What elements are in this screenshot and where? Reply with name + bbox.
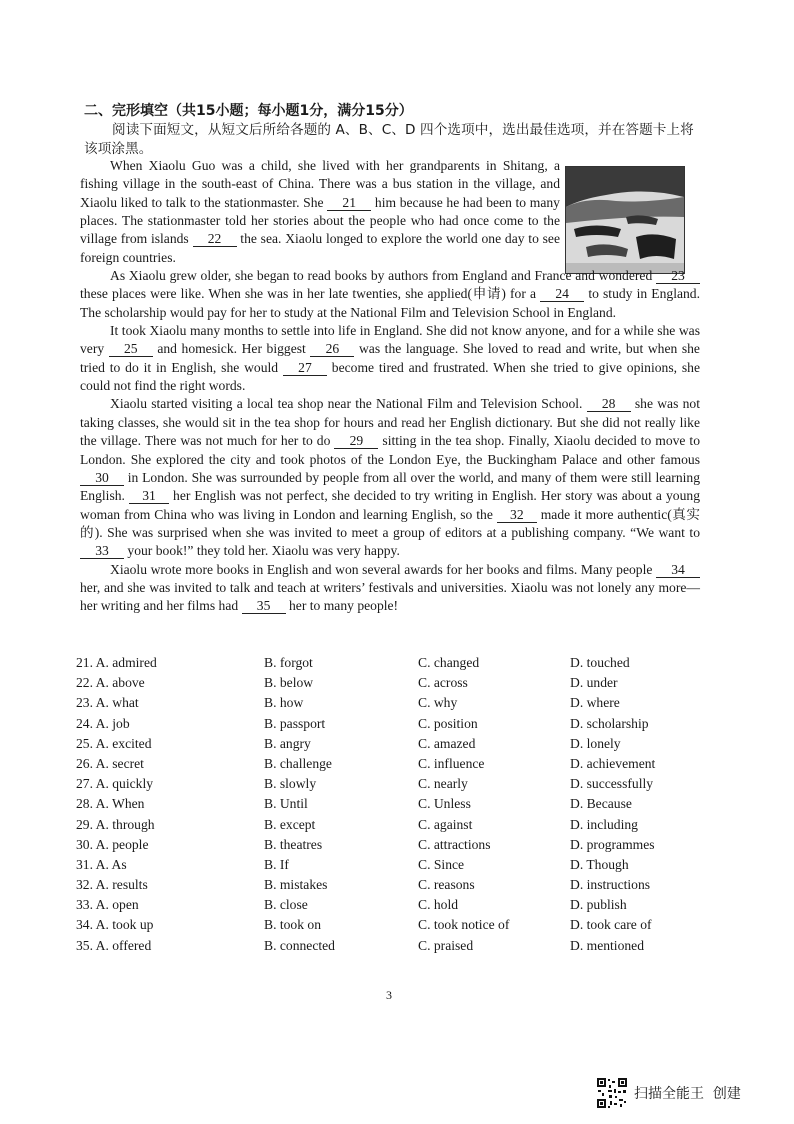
option-row <box>76 776 716 796</box>
option-c[interactable]: C. praised <box>418 937 474 953</box>
option-row <box>76 655 716 675</box>
blank-35[interactable]: 35 <box>242 599 286 614</box>
option-d[interactable]: D. under <box>570 675 618 691</box>
section-heading: 二、完形填空（共15小题；每小题1分，满分15分） <box>84 103 413 119</box>
option-d[interactable]: D. Because <box>570 796 632 812</box>
cloze-passage <box>80 157 700 616</box>
blank-34[interactable]: 34 <box>656 563 700 578</box>
option-a[interactable]: 21. A. admired <box>76 655 157 670</box>
blank-24[interactable]: 24 <box>540 287 584 302</box>
option-b[interactable]: B. below <box>264 675 314 691</box>
section-instruction: 阅读下面短文，从短文后所给各题的 A、B、C、D 四个选项中，选出最佳选项，并在答题卡上将该项涂黑。 <box>84 122 694 157</box>
option-c[interactable]: C. amazed <box>418 735 476 751</box>
option-a[interactable]: 29. A. through <box>76 816 155 832</box>
paragraph-2: As Xiaolu grew older, she began to read books by authors from England and France and wondered 23 these places were like. When she was in her late twenties, she applied(申请) for a 24 to study in England. The scholarship would pay for her to study at the National Film and Television School in England. <box>80 268 700 320</box>
option-d[interactable]: D. achievement <box>570 755 656 771</box>
option-d[interactable]: D. publish <box>570 897 627 913</box>
option-a[interactable]: 31. A. As <box>76 856 127 872</box>
option-row <box>76 917 716 937</box>
option-b[interactable]: B. close <box>264 897 308 913</box>
option-b[interactable]: B. mistakes <box>264 877 328 893</box>
option-c[interactable]: C. position <box>418 715 478 731</box>
option-d[interactable]: D. successfully <box>570 776 654 792</box>
scanner-footer <box>596 1077 741 1109</box>
option-c[interactable]: C. Unless <box>418 796 471 812</box>
option-d[interactable]: D. mentioned <box>570 937 644 953</box>
page-number: 3 <box>386 988 392 1002</box>
option-row <box>76 675 716 695</box>
option-row <box>76 736 716 756</box>
option-d[interactable]: D. Though <box>570 856 629 872</box>
option-a[interactable]: 32. A. results <box>76 877 148 893</box>
option-a[interactable]: 30. A. people <box>76 836 149 852</box>
paragraph-1: When Xiaolu Guo was a child, she lived with her grandparents in Shitang, a fishing village in the south-east of China. There was a bus station in the village, and Xiaolu liked to talk to the stationmaster. She 21 him because he had been to many places. The stationmaster told her stories about the people who had once come to the village from islands 22 the sea. Xiaolu longed to explore the world one day to see foreign countries. <box>80 158 560 265</box>
option-d[interactable]: D. where <box>570 695 620 711</box>
option-row <box>76 817 716 837</box>
blank-26[interactable]: 26 <box>310 342 354 357</box>
option-a[interactable]: 35. A. offered <box>76 937 152 953</box>
blank-29[interactable]: 29 <box>334 434 378 449</box>
qr-code-icon <box>596 1077 628 1109</box>
option-d[interactable]: D. instructions <box>570 877 651 893</box>
blank-22[interactable]: 22 <box>193 232 237 247</box>
option-c[interactable]: C. against <box>418 816 473 832</box>
option-b[interactable]: B. except <box>264 816 316 832</box>
option-a[interactable]: 33. A. open <box>76 897 139 913</box>
blank-23[interactable]: 23 <box>656 269 700 284</box>
option-row <box>76 897 716 917</box>
footer-text: 扫描全能王 创建 <box>634 1086 741 1102</box>
option-row <box>76 837 716 857</box>
option-d[interactable]: D. scholarship <box>570 715 649 731</box>
option-c[interactable]: C. took notice of <box>418 917 510 933</box>
paragraph-3: It took Xiaolu many months to settle into life in England. She did not know anyone, and for a while she was very 25 and homesick. Her biggest 26 was the language. She loved to read and write, but when she tried to do it in English, she would 27 become tired and frustrated. When she tried to give opinions, she could not find the right words. <box>80 323 700 394</box>
option-c[interactable]: C. nearly <box>418 776 468 792</box>
option-b[interactable]: B. passport <box>264 715 326 731</box>
blank-33[interactable]: 33 <box>80 544 124 559</box>
paragraph-4: Xiaolu started visiting a local tea shop near the National Film and Television School. 28 she was not taking classes, she would sit in the tea shop for hours and read her English dictionary. But she did not really like the village. There was not much for her to do 29 sitting in the tea shop. Finally, Xiaolu decided to move to London. She explored the city and took photos of the London Eye, the Buckingham Palace and other famous 30 in London. She was surrounded by people from all over the world, and many of them were still learning English. 31 her English was not perfect, she decided to try writing in English. Her story was about a young woman from China who was living in London and learning English, so the 32 made it more authentic(真实的). She was surprised when she was invited to meet a group of editors at a publishing company. “We want to 33 your book!” they told her. Xiaolu was very happy. <box>80 396 701 559</box>
option-b[interactable]: B. Until <box>264 796 308 812</box>
blank-28[interactable]: 28 <box>587 397 631 412</box>
option-c[interactable]: C. changed <box>418 655 480 670</box>
blank-25[interactable]: 25 <box>109 342 153 357</box>
option-a[interactable]: 22. A. above <box>76 675 145 691</box>
option-a[interactable]: 34. A. took up <box>76 917 154 933</box>
option-b[interactable]: B. angry <box>264 735 311 751</box>
option-c[interactable]: C. attractions <box>418 836 491 852</box>
option-d[interactable]: D. including <box>570 816 638 832</box>
option-d[interactable]: D. touched <box>570 655 630 670</box>
option-b[interactable]: B. took on <box>264 917 322 933</box>
option-c[interactable]: C. reasons <box>418 877 475 893</box>
option-a[interactable]: 25. A. excited <box>76 735 152 751</box>
paragraph-5: Xiaolu wrote more books in English and won several awards for her books and films. Many people 34 her, and she was invited to talk and teach at writers’ festivals and universities. Xiaolu was not lonely any more—her writing and her films had 35 her to many people! <box>80 561 700 614</box>
option-row <box>76 756 716 776</box>
option-a[interactable]: 26. A. secret <box>76 755 144 771</box>
option-row <box>76 695 716 715</box>
option-d[interactable]: D. programmes <box>570 836 655 852</box>
option-row <box>76 938 716 958</box>
option-d[interactable]: D. took care of <box>570 917 652 933</box>
option-c[interactable]: C. why <box>418 695 458 711</box>
option-d[interactable]: D. lonely <box>570 735 621 751</box>
blank-27[interactable]: 27 <box>283 361 327 376</box>
option-a[interactable]: 27. A. quickly <box>76 776 154 792</box>
option-a[interactable]: 24. A. job <box>76 715 130 731</box>
option-c[interactable]: C. influence <box>418 755 485 771</box>
answer-options <box>76 655 716 958</box>
option-b[interactable]: B. forgot <box>264 655 313 670</box>
option-b[interactable]: B. challenge <box>264 755 332 771</box>
option-row <box>76 796 716 816</box>
option-b[interactable]: B. theatres <box>264 836 323 852</box>
option-b[interactable]: B. If <box>264 856 289 872</box>
option-a[interactable]: 23. A. what <box>76 695 139 711</box>
option-c[interactable]: C. Since <box>418 856 465 872</box>
option-b[interactable]: B. how <box>264 695 304 711</box>
option-c[interactable]: C. hold <box>418 897 459 913</box>
blank-21[interactable]: 21 <box>327 196 371 211</box>
option-c[interactable]: C. across <box>418 675 468 691</box>
option-row <box>76 857 716 877</box>
option-row <box>76 877 716 897</box>
blank-30[interactable]: 30 <box>80 471 124 486</box>
option-row <box>76 716 716 736</box>
option-b[interactable]: B. connected <box>264 937 335 953</box>
blank-31[interactable]: 31 <box>129 489 169 504</box>
option-b[interactable]: B. slowly <box>264 776 317 792</box>
option-a[interactable]: 28. A. When <box>76 796 145 812</box>
blank-32[interactable]: 32 <box>497 508 537 523</box>
